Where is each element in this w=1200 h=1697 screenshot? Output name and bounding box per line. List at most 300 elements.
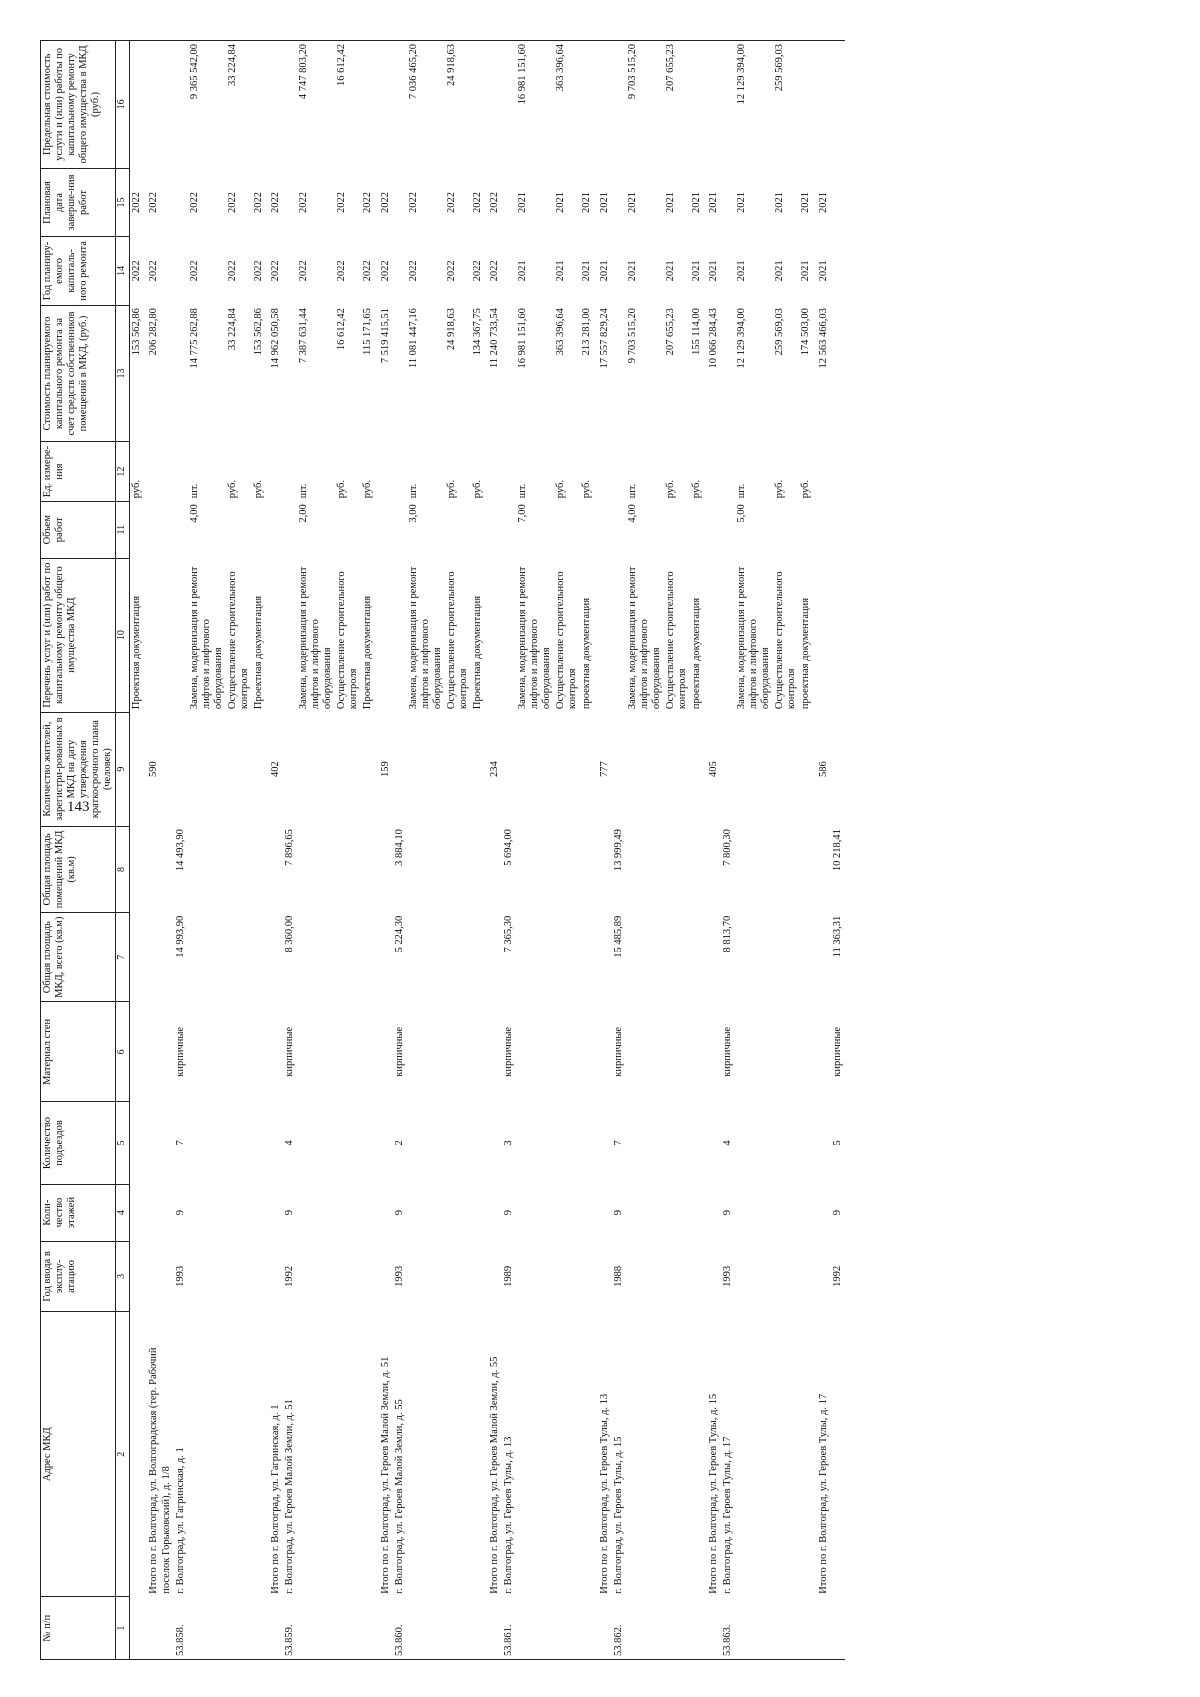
- cell-floors: [226, 1184, 252, 1241]
- cell-limit: [266, 41, 283, 169]
- cell-year: 2021: [581, 260, 593, 282]
- cell-unit: шт.: [517, 483, 529, 499]
- cell-unit: руб.: [362, 480, 374, 499]
- cell-year: [502, 237, 516, 305]
- cell-cost: 33 224,84: [226, 308, 238, 351]
- cell-area-rooms: [595, 826, 612, 913]
- cell-num: [485, 1597, 502, 1660]
- column-number: 3: [116, 1241, 130, 1312]
- cell-people: [407, 712, 445, 826]
- cell-volume: [773, 501, 799, 558]
- cell-work: Осуществление строительного контроля: [774, 571, 798, 710]
- cell-people: [554, 712, 580, 826]
- cell-unit: руб.: [690, 480, 702, 499]
- column-number: 2: [116, 1312, 130, 1597]
- cell-unit: [704, 442, 721, 501]
- cell-floors: [595, 1184, 612, 1241]
- cell-end: 2022: [298, 192, 310, 213]
- cell-built: [471, 1241, 485, 1312]
- work-item-row: [226, 41, 252, 1660]
- cell-volume: [664, 501, 690, 558]
- cell-cost: 17 557 829,24: [598, 308, 610, 369]
- cell-people: [721, 712, 735, 826]
- cell-volume: [445, 501, 471, 558]
- cell-entrances: 7: [174, 1140, 186, 1146]
- cell-limit: [252, 41, 266, 169]
- cell-entrances: [626, 1102, 664, 1184]
- cell-work: Проектная документация: [252, 595, 264, 710]
- cell-people: [831, 712, 845, 826]
- header-cell-10: Перечень услуг и (или) работ по капитальному ремонту общего имущества МКД: [41, 558, 116, 712]
- table-body: [130, 41, 845, 1660]
- cell-area-rooms: 14 493,90: [174, 829, 186, 872]
- cell-built: 1993: [722, 1265, 734, 1287]
- cell-area-rooms: [188, 826, 226, 913]
- cell-year: 2022: [489, 260, 500, 282]
- cell-year: 2021: [555, 260, 567, 282]
- cell-entrances: [130, 1102, 145, 1184]
- cell-area-rooms: [690, 826, 704, 913]
- cell-num: [580, 1597, 594, 1660]
- cell-area-total: 5 224,30: [393, 915, 405, 953]
- cell-num: 53.860.: [393, 1597, 407, 1660]
- cell-entrances: [361, 1102, 375, 1184]
- cell-end: 2022: [188, 192, 200, 213]
- cell-people: [445, 712, 471, 826]
- cell-address: [690, 1312, 704, 1597]
- cell-area-rooms: [799, 826, 813, 913]
- cell-material: [799, 1002, 813, 1102]
- cell-year: 2022: [379, 260, 391, 282]
- cell-material: [376, 1002, 393, 1102]
- cell-built: [595, 1241, 612, 1312]
- cell-end: 2021: [736, 192, 748, 213]
- cell-built: [266, 1241, 283, 1312]
- cell-entrances: 4: [284, 1140, 296, 1146]
- cell-unit: [174, 442, 188, 501]
- header-cell-9: Количество жителей, зарегистри-рованных в МКД на дату утверждения краткосрочного плана (человек): [41, 712, 116, 826]
- cell-floors: 9: [174, 1209, 186, 1216]
- cell-work: [376, 558, 393, 712]
- cell-area-total: [595, 913, 612, 1002]
- cell-floors: 9: [612, 1209, 624, 1216]
- cell-floors: [485, 1184, 502, 1241]
- cell-people: [226, 712, 252, 826]
- cell-area-rooms: [735, 826, 773, 913]
- column-number: 11: [116, 501, 130, 558]
- cell-limit: [471, 41, 485, 169]
- cell-address: [188, 1312, 226, 1597]
- work-item-row: [297, 41, 335, 1660]
- cell-work: Замена, модернизация и ремонт лифтов и лифтового оборудования: [188, 566, 224, 710]
- cell-num: [188, 1597, 226, 1660]
- header-cell-3: Год ввода в эксплу-атацию: [41, 1241, 116, 1312]
- cell-work: Осуществление строительного контроля: [445, 571, 469, 710]
- cell-built: [335, 1241, 361, 1312]
- cell-year: 2022: [362, 260, 374, 282]
- cell-address: [580, 1312, 594, 1597]
- header-cell-7: Общая площадь МКД, всего (кв.м): [41, 913, 116, 1002]
- cell-people: 590: [148, 761, 160, 777]
- cell-num: [266, 1597, 283, 1660]
- cell-limit: [595, 41, 612, 169]
- cell-end: 2021: [517, 192, 529, 213]
- cell-cost: 24 918,63: [445, 308, 457, 351]
- cell-address: [252, 1312, 266, 1597]
- cell-cost: 7 519 415,51: [379, 308, 391, 364]
- cell-address: г. Волгоград, ул. Гагринская, д. 1: [174, 1447, 186, 1594]
- cell-address: [471, 1312, 485, 1597]
- cell-cost: 11 081 447,16: [407, 308, 419, 369]
- cell-end: 2021: [708, 192, 719, 213]
- cell-limit: 207 655,23: [664, 41, 690, 169]
- work-item-row: [361, 41, 375, 1660]
- header-cell-13: Стоимость планируемого капитального ремонта за счет средств собственников помещений в МКД, (руб.): [41, 305, 116, 442]
- cell-people: [130, 712, 145, 826]
- cell-people: [799, 712, 813, 826]
- cell-address: [516, 1312, 554, 1597]
- work-item-row: [516, 41, 554, 1660]
- cell-address: [335, 1312, 361, 1597]
- cell-address: [799, 1312, 813, 1597]
- cell-entrances: [664, 1102, 690, 1184]
- work-item-row: [799, 41, 813, 1660]
- cell-end: 2021: [800, 192, 812, 213]
- cell-work: проектная документация: [581, 597, 593, 710]
- cell-unit: руб.: [774, 480, 786, 499]
- cell-limit: [580, 41, 594, 169]
- cell-cost: 363 396,64: [555, 308, 567, 356]
- header-cell-2: Адрес МКД: [41, 1312, 116, 1597]
- cell-end: 2022: [336, 192, 348, 213]
- work-item-row: [252, 41, 266, 1660]
- cell-work: [144, 558, 173, 712]
- cell-floors: [188, 1184, 226, 1241]
- total-row: [144, 41, 173, 1660]
- cell-material: [252, 1002, 266, 1102]
- total-row: [814, 41, 831, 1660]
- cell-year: 2021: [626, 260, 638, 282]
- cell-built: [554, 1241, 580, 1312]
- cell-end: [831, 168, 845, 236]
- cell-unit: [376, 442, 393, 501]
- cell-num: 53.859.: [283, 1597, 297, 1660]
- cell-year: 2021: [736, 260, 748, 282]
- cell-work: [814, 558, 831, 712]
- cell-address: [773, 1312, 799, 1597]
- cell-people: [188, 712, 226, 826]
- cell-unit: [502, 442, 516, 501]
- cell-volume: [612, 501, 626, 558]
- cell-limit: [485, 41, 502, 169]
- cell-area-total: [814, 913, 831, 1002]
- cell-limit: 7 036 465,20: [407, 41, 445, 169]
- work-item-row: [580, 41, 594, 1660]
- cell-floors: [773, 1184, 799, 1241]
- cell-people: 234: [489, 761, 500, 777]
- cell-volume: [554, 501, 580, 558]
- cell-entrances: [376, 1102, 393, 1184]
- column-number: 12: [116, 442, 130, 501]
- cell-built: [188, 1241, 226, 1312]
- cell-limit: [283, 41, 297, 169]
- cell-limit: 16 612,42: [335, 41, 361, 169]
- cell-address: Итого по г. Волгоград, ул. Героев Малой Земли, д. 55: [489, 1356, 500, 1594]
- cell-built: [297, 1241, 335, 1312]
- cell-built: [407, 1241, 445, 1312]
- cell-cost: [502, 305, 516, 442]
- cell-area-total: [445, 913, 471, 1002]
- cell-volume: 3,00: [407, 504, 419, 523]
- cell-cost: 16 612,42: [336, 308, 348, 351]
- cell-people: [361, 712, 375, 826]
- cell-entrances: 5: [831, 1140, 843, 1146]
- cell-unit: [595, 442, 612, 501]
- cell-address: Итого по г. Волгоград, ул. Героев Тулы, д. 15: [708, 1393, 719, 1594]
- cell-cost: 206 282,80: [148, 308, 160, 356]
- cell-entrances: [773, 1102, 799, 1184]
- cell-area-total: [516, 913, 554, 1002]
- cell-unit: шт.: [188, 483, 200, 499]
- cell-area-total: [626, 913, 664, 1002]
- cell-entrances: [297, 1102, 335, 1184]
- cell-work: Осуществление строительного контроля: [664, 571, 688, 710]
- cell-work: [266, 558, 283, 712]
- cell-built: [485, 1241, 502, 1312]
- cell-cost: [283, 305, 297, 442]
- cell-area-total: [335, 913, 361, 1002]
- cell-floors: [130, 1184, 145, 1241]
- cell-num: 53.858.: [174, 1597, 188, 1660]
- cell-work: [721, 558, 735, 712]
- cell-address: Итого по г. Волгоград, ул. Гагринская, д. 1: [270, 1404, 281, 1594]
- cell-floors: 9: [393, 1209, 405, 1216]
- cell-num: [297, 1597, 335, 1660]
- cell-material: кирпичные: [503, 1026, 515, 1077]
- cell-people: [773, 712, 799, 826]
- cell-volume: [283, 501, 297, 558]
- cell-entrances: [799, 1102, 813, 1184]
- cell-volume: [799, 501, 813, 558]
- total-row: [376, 41, 393, 1660]
- cell-end: [502, 168, 516, 236]
- header-cell-11: Объем работ: [41, 501, 116, 558]
- cell-year: 2021: [690, 260, 702, 282]
- cell-address: [831, 1312, 845, 1597]
- cell-address: Итого по г. Волгоград, ул. Героев Малой Земли, д. 51: [379, 1356, 391, 1594]
- cell-end: [721, 168, 735, 236]
- cell-num: [471, 1597, 485, 1660]
- cell-work: [704, 558, 721, 712]
- column-number: 7: [116, 913, 130, 1002]
- cell-built: [130, 1241, 145, 1312]
- cell-address: [130, 1312, 145, 1597]
- cell-cost: 14 775 262,88: [188, 308, 200, 369]
- cell-cost: 174 503,00: [800, 308, 812, 356]
- cell-area-rooms: [485, 826, 502, 913]
- cell-volume: [704, 501, 721, 558]
- cell-people: 777: [598, 761, 610, 777]
- cell-cost: 14 962 050,58: [270, 308, 281, 369]
- cell-floors: [407, 1184, 445, 1241]
- header-cell-8: Общая площадь помещений МКД (кв.м): [41, 826, 116, 913]
- cell-area-rooms: 5 694,00: [503, 829, 515, 866]
- cell-entrances: [407, 1102, 445, 1184]
- cell-volume: [595, 501, 612, 558]
- cell-end: 2022: [148, 192, 160, 213]
- cell-material: [361, 1002, 375, 1102]
- cell-area-rooms: [252, 826, 266, 913]
- cell-area-rooms: [361, 826, 375, 913]
- cell-limit: 259 569,03: [773, 41, 799, 169]
- cell-limit: 16 981 151,60: [516, 41, 554, 169]
- cell-built: [626, 1241, 664, 1312]
- total-row: [485, 41, 502, 1660]
- cell-end: 2022: [379, 192, 391, 213]
- cell-floors: [580, 1184, 594, 1241]
- cell-num: [626, 1597, 664, 1660]
- cell-unit: руб.: [664, 480, 676, 499]
- cell-limit: 9 703 515,20: [626, 41, 664, 169]
- cell-material: [445, 1002, 471, 1102]
- cell-end: 2021: [774, 192, 786, 213]
- cell-material: [485, 1002, 502, 1102]
- cell-floors: [814, 1184, 831, 1241]
- header-cell-14: Год планиру-емого капиталь-ного ремонта: [41, 237, 116, 305]
- cell-entrances: [266, 1102, 283, 1184]
- cell-limit: [376, 41, 393, 169]
- cell-volume: [130, 501, 145, 558]
- cell-cost: 12 563 466,03: [817, 308, 829, 369]
- total-row: [704, 41, 721, 1660]
- cell-floors: [376, 1184, 393, 1241]
- cell-work: Осуществление строительного контроля: [226, 571, 250, 710]
- column-number: 13: [116, 305, 130, 442]
- cell-area-rooms: [554, 826, 580, 913]
- cell-num: [814, 1597, 831, 1660]
- cell-area-total: [554, 913, 580, 1002]
- cell-built: [226, 1241, 252, 1312]
- cell-limit: [690, 41, 704, 169]
- cell-year: [831, 237, 845, 305]
- cell-floors: [664, 1184, 690, 1241]
- cell-area-total: [188, 913, 226, 1002]
- cell-num: 53.861.: [502, 1597, 516, 1660]
- cell-area-total: [376, 913, 393, 1002]
- cell-limit: 9 365 542,00: [188, 41, 226, 169]
- header-cell-1: № п/п: [41, 1597, 116, 1660]
- cell-end: 2021: [581, 192, 593, 213]
- cell-end: 2022: [270, 192, 281, 213]
- cell-people: [252, 712, 266, 826]
- cell-end: [612, 168, 626, 236]
- cell-address: г. Волгоград, ул. Героев Тулы, д. 15: [612, 1436, 624, 1594]
- cell-area-total: 8 360,00: [284, 915, 296, 953]
- cell-year: 2022: [252, 260, 264, 282]
- column-number: 6: [116, 1002, 130, 1102]
- cell-material: [626, 1002, 664, 1102]
- cell-address: [735, 1312, 773, 1597]
- cell-limit: [799, 41, 813, 169]
- cell-area-rooms: [297, 826, 335, 913]
- cell-unit: шт.: [298, 483, 310, 499]
- cell-address: [361, 1312, 375, 1597]
- cell-work: [502, 558, 516, 712]
- cell-area-total: 11 363,31: [831, 915, 843, 958]
- cell-unit: шт.: [407, 483, 419, 499]
- cell-year: 2022: [471, 260, 483, 282]
- cell-floors: [626, 1184, 664, 1241]
- cell-built: 1992: [284, 1265, 296, 1287]
- cell-material: [664, 1002, 690, 1102]
- cell-area-total: [252, 913, 266, 1002]
- cell-year: [612, 237, 626, 305]
- cell-address: [554, 1312, 580, 1597]
- cell-work: Замена, модернизация и ремонт лифтов и лифтового оборудования: [298, 566, 334, 710]
- work-item-row: [626, 41, 664, 1660]
- cell-cost: 155 114,00: [690, 308, 702, 355]
- cell-floors: [361, 1184, 375, 1241]
- cell-area-rooms: [626, 826, 664, 913]
- work-item-row: [335, 41, 361, 1660]
- cell-material: [516, 1002, 554, 1102]
- cell-year: 2022: [270, 260, 281, 282]
- work-item-row: [554, 41, 580, 1660]
- cell-floors: [735, 1184, 773, 1241]
- cell-num: [407, 1597, 445, 1660]
- cell-material: кирпичные: [612, 1026, 624, 1077]
- header-cell-15: Плановая дата заверше-ния работ: [41, 168, 116, 236]
- cell-address: [445, 1312, 471, 1597]
- house-row: [174, 41, 188, 1660]
- cell-volume: [814, 501, 831, 558]
- cell-work: [174, 558, 188, 712]
- cell-area-total: [407, 913, 445, 1002]
- cell-people: [612, 712, 626, 826]
- cell-volume: [174, 501, 188, 558]
- header-cell-6: Материал стен: [41, 1002, 116, 1102]
- cell-area-total: [664, 913, 690, 1002]
- column-number: 8: [116, 826, 130, 913]
- cell-entrances: [188, 1102, 226, 1184]
- cell-cost: 10 066 284,43: [708, 308, 719, 369]
- cell-end: 2022: [252, 192, 264, 213]
- cell-area-total: [226, 913, 252, 1002]
- column-number: 10: [116, 558, 130, 712]
- cell-year: 2021: [800, 260, 812, 282]
- header-cell-5: Количество подъездов: [41, 1102, 116, 1184]
- cell-num: [664, 1597, 690, 1660]
- cell-area-rooms: [266, 826, 283, 913]
- cell-area-total: 8 813,70: [722, 915, 734, 953]
- cell-num: [144, 1597, 173, 1660]
- cell-cost: 7 387 631,44: [298, 308, 310, 364]
- cell-address: Итого по г. Волгоград, ул. Волгоградская (тер. Рабочий поселок Горьковский), д. 1/8: [148, 1347, 172, 1594]
- cell-area-total: [735, 913, 773, 1002]
- cell-area-total: 7 365,30: [503, 915, 515, 953]
- cell-built: [735, 1241, 773, 1312]
- cell-work: [393, 558, 407, 712]
- cell-entrances: [580, 1102, 594, 1184]
- cell-work: Проектная документация: [362, 595, 374, 710]
- cell-built: [376, 1241, 393, 1312]
- cell-people: [174, 712, 188, 826]
- cell-people: [735, 712, 773, 826]
- cell-year: 2021: [774, 260, 786, 282]
- cell-year: [721, 237, 735, 305]
- cell-volume: [471, 501, 485, 558]
- cell-unit: руб.: [445, 480, 457, 499]
